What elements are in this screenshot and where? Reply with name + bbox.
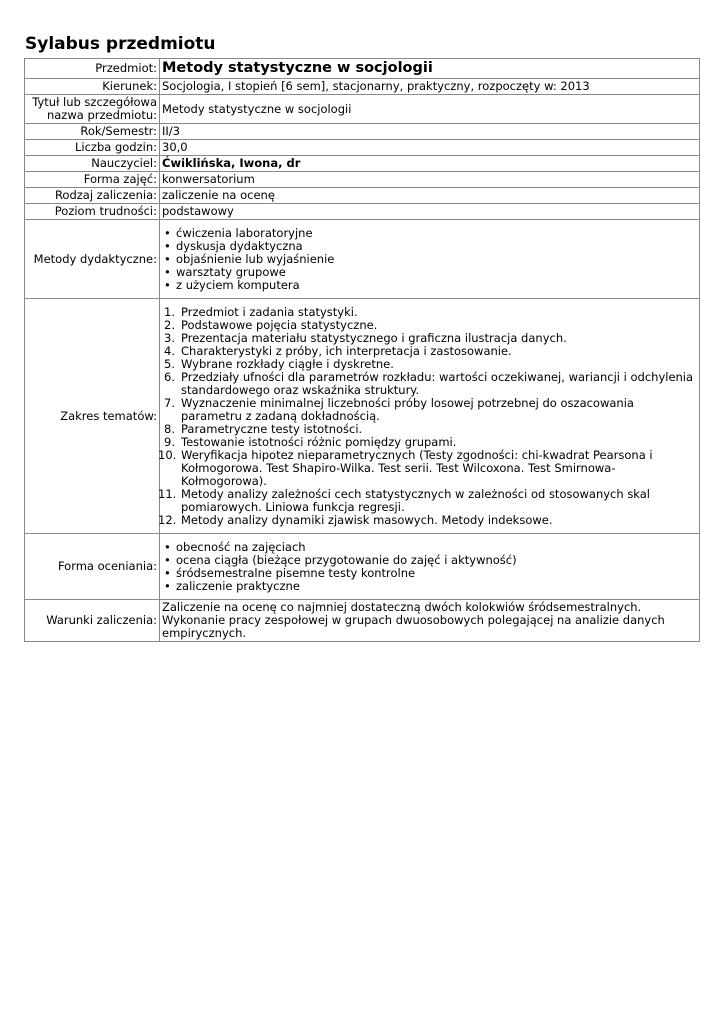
topic-number: 2. [164,318,175,332]
field-value: Socjologia, I stopień [6 sem], stacjonarny, praktyczny, rozpoczęty w: 2013 [160,79,700,95]
conditions-value: Zaliczenie na ocenę co najmniej dostateczną dwóch kolokwiów śródsemestralnych. Wykonanie pracy zespołowej w grupach dwuosobowych polegającej na analizie danych empirycznych. [160,600,700,642]
class-form-label: Forma zajęć: [25,172,160,188]
topic-number: 10. [158,448,177,462]
methods-label: Metody dydaktyczne: [25,220,160,299]
topic-item [162,371,697,397]
row-credit-type [25,188,700,204]
row-conditions [25,600,700,642]
topic-item [162,397,697,423]
topic-text: Przedmiot i zadania statystyki. [181,305,358,319]
row-teacher [25,156,700,172]
difficulty-label: Poziom trudności: [25,204,160,220]
conditions-label: Warunki zaliczenia: [25,600,160,642]
credit-type-label: Rodzaj zaliczenia: [25,188,160,204]
row-difficulty [25,204,700,220]
syllabus-table [24,58,700,642]
subject-value: Metody statystyczne w socjologii [160,59,700,79]
topics-label: Zakres tematów: [25,299,160,534]
methods-list [162,227,697,292]
detailed-title-label-line1: Tytuł lub szczegółowa [32,95,157,109]
teacher-value: Ćwiklińska, Iwona, dr [160,156,700,172]
row-assessment [25,534,700,600]
topic-item [158,487,697,514]
topic-text: Prezentacja materiału statystycznego i graficzna ilustracja danych. [181,331,567,345]
topic-text: Przedziały ufności dla parametrów rozkładu: wartości oczekiwanej, wariancji i odchylenia standardowego oraz wskaźnika struktury. [181,370,694,397]
class-form-value: konwersatorium [160,172,700,188]
topic-number: 7. [164,396,175,410]
year-semester-value: II/3 [160,124,700,140]
row-hours [25,140,700,156]
methods-item: • ćwiczenia laboratoryjne [162,227,697,240]
row-field [25,79,700,95]
topic-number: 12. [158,513,177,527]
row-year-semester [25,124,700,140]
topic-text: Charakterystyki z próby, ich interpretacja i zastosowanie. [181,344,512,358]
topic-item [158,448,697,488]
row-subject [25,59,700,79]
topic-text: Wyznaczenie minimalnej liczebności próby losowej potrzebnej do oszacowania parametru z zadaną dokładnością. [181,396,634,423]
topic-text: Metody analizy dynamiki zjawisk masowych. Metody indeksowe. [181,513,553,527]
difficulty-value: podstawowy [160,204,700,220]
topics-value [160,299,700,534]
topics-list [158,305,697,527]
topic-number: 1. [164,305,175,319]
methods-item: • objaśnienie lub wyjaśnienie [162,253,697,266]
assessment-item: • śródsemestralne pisemne testy kontrolne [162,567,697,580]
assessment-label: Forma oceniania: [25,534,160,600]
page-title: Sylabus przedmiotu [25,34,216,54]
methods-item: • z użyciem komputera [162,279,697,292]
topic-text: Metody analizy zależności cech statystycznych w zależności od stosowanych skal pomiarowych. Liniowa funkcja regresji. [181,487,651,514]
topic-text: Testowanie istotności różnic pomiędzy grupami. [181,435,457,449]
assessment-item: • ocena ciągła (bieżące przygotowanie do zajęć i aktywność) [162,554,697,567]
assessment-item: • zaliczenie praktyczne [162,580,697,593]
hours-value: 30,0 [160,140,700,156]
year-semester-label: Rok/Semestr: [25,124,160,140]
topic-number: 11. [158,487,177,501]
row-class-form [25,172,700,188]
topic-number: 5. [164,357,175,371]
topic-item [158,513,697,527]
topic-text: Weryfikacja hipotez nieparametrycznych (Testy zgodności: chi-kwadrat Pearsona i Kołmogorowa. Test Shapiro-Wilka. Test serii. Test Wilcoxona. Test Smirnowa-Kołmogorowa). [181,448,653,488]
topic-number: 8. [164,422,175,436]
detailed-title-value: Metody statystyczne w socjologii [160,95,700,124]
assessment-item: • obecność na zajęciach [162,541,697,554]
detailed-title-label-line2: nazwa przedmiotu: [46,108,157,122]
teacher-label: Nauczyciel: [25,156,160,172]
row-topics [25,299,700,534]
row-detailed-title [25,95,700,124]
topic-text: Wybrane rozkłady ciągłe i dyskretne. [181,357,394,371]
row-methods [25,220,700,299]
hours-label: Liczba godzin: [25,140,160,156]
methods-item: • dyskusja dydaktyczna [162,240,697,253]
topic-number: 3. [164,331,175,345]
methods-value [160,220,700,299]
topic-text: Podstawowe pojęcia statystyczne. [181,318,378,332]
assessment-list [162,541,697,593]
subject-label: Przedmiot: [25,59,160,79]
topic-number: 4. [164,344,175,358]
topic-text: Parametryczne testy istotności. [181,422,363,436]
detailed-title-label [25,95,160,124]
field-label: Kierunek: [25,79,160,95]
topic-number: 6. [164,370,175,384]
assessment-value [160,534,700,600]
topic-number: 9. [164,435,175,449]
methods-item: • warsztaty grupowe [162,266,697,279]
credit-type-value: zaliczenie na ocenę [160,188,700,204]
